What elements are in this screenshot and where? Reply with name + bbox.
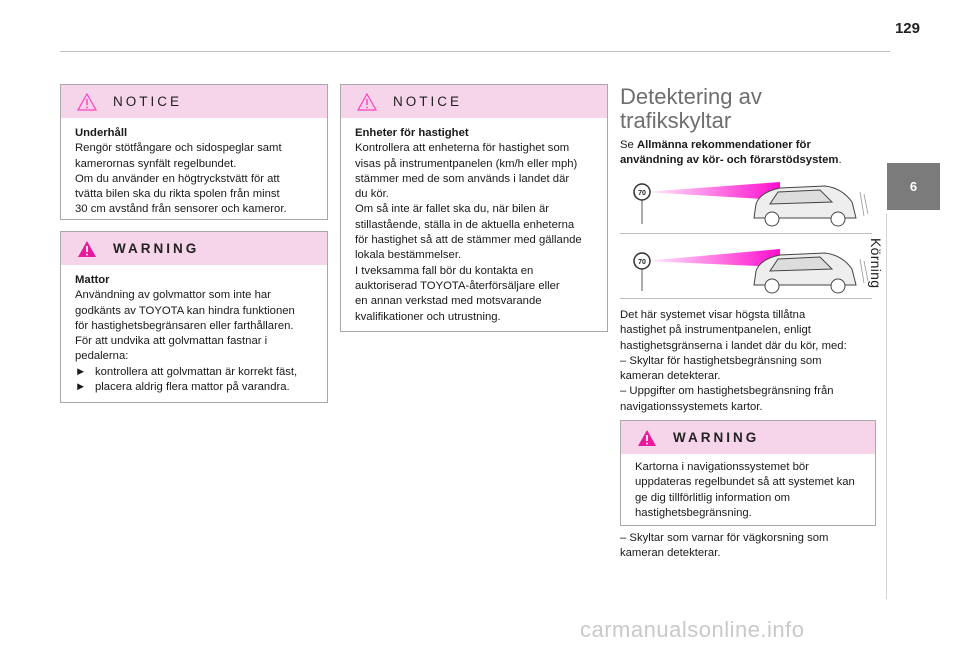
- arrow-bullet-icon: ►: [75, 381, 87, 394]
- warning-box-maps: [620, 420, 876, 526]
- intro-prefix: Se: [620, 139, 637, 151]
- warning-label: WARNING: [113, 241, 200, 256]
- watermark: carmanualsonline.info: [580, 617, 805, 642]
- speed-sign-value: 70: [638, 190, 646, 197]
- section-body: [620, 308, 882, 415]
- warning-line: uppdateras regelbundet så att systemet kan: [635, 476, 855, 489]
- warning-box-mats: [60, 231, 328, 403]
- section-title: [620, 85, 870, 133]
- chapter-tab[interactable]: 6: [887, 163, 940, 210]
- notice-line: kvalifikationer och utrustning.: [355, 310, 501, 323]
- body-line: Det här systemet visar högsta tillåtna: [620, 309, 806, 321]
- notice-label: NOTICE: [393, 94, 463, 109]
- section-intro: [620, 138, 880, 169]
- chapter-label-container: [868, 216, 950, 289]
- warning-line: ge dig tillförlitlig information om: [635, 491, 791, 504]
- section-footer: [620, 531, 882, 562]
- notice-line: Rengör stötfångare och sidospeglar samt: [75, 142, 282, 155]
- car-icon: [754, 186, 856, 226]
- notice-box-speed-units: [340, 84, 608, 332]
- body-line: hastighet på instrumentpanelen, enligt: [620, 324, 811, 337]
- notice-label: NOTICE: [113, 94, 183, 109]
- figure-divider: [620, 233, 872, 234]
- warning-bullet: [75, 365, 313, 380]
- notice-line: 30 cm avstånd från sensorer och kameror.: [75, 203, 287, 216]
- sign-detection-illustration-1: [620, 176, 872, 230]
- notice-line: Om så inte är fallet ska du, när bilen är: [355, 203, 550, 216]
- warning-line: pedalerna:: [75, 350, 129, 363]
- notice-header: [341, 85, 607, 118]
- footer-line: kameran detekterar.: [620, 547, 721, 560]
- notice-line: kamerornas synfält regelbundet.: [75, 157, 237, 170]
- section-title-line: Detektering av: [620, 84, 762, 109]
- warning-header: [621, 421, 875, 454]
- speed-sign-value: 70: [638, 259, 646, 266]
- bullet-text: placera aldrig flera mattor på varandra.: [95, 381, 290, 394]
- body-line: – Uppgifter om hastighetsbegränsning från: [620, 385, 834, 398]
- body-line: hastighetsgränserna i landet där du kör, med:: [620, 339, 847, 352]
- notice-title: Underhåll: [75, 127, 128, 139]
- warning-icon: [77, 240, 97, 258]
- intro-suffix: .: [838, 154, 842, 167]
- car-icon: [754, 253, 856, 293]
- page-number: 129: [894, 20, 920, 37]
- notice-title: Enheter för hastighet: [355, 127, 469, 139]
- chapter-label: Körning: [868, 238, 884, 289]
- notice-line: stillastående, ställa in de aktuella enheterna: [355, 218, 575, 231]
- intro-link-text: Allmänna rekommendationer för: [636, 139, 811, 151]
- body-line: kameran detekterar.: [620, 370, 721, 383]
- notice-header: [61, 85, 327, 118]
- caution-outline-icon: [77, 93, 97, 111]
- bullet-text: kontrollera att golvmattan är korrekt fäst,: [95, 365, 298, 378]
- notice-line: I tveksamma fall bör du kontakta en: [355, 264, 534, 277]
- warning-icon: [637, 429, 657, 447]
- notice-line: du kör.: [355, 188, 389, 201]
- warning-header: [61, 232, 327, 265]
- warning-line: För att undvika att golvmattan fastnar i: [75, 335, 268, 348]
- sign-detection-illustration-2: [620, 239, 872, 295]
- arrow-bullet-icon: ►: [75, 365, 87, 378]
- body-line: – Skyltar för hastighetsbegränsning som: [620, 354, 822, 367]
- body-line: navigationssystemets kartor.: [620, 400, 763, 413]
- warning-line: för hastighetsbegränsaren eller farthållaren.: [75, 319, 294, 332]
- warning-title: Mattor: [75, 274, 110, 286]
- warning-line: godkänts av TOYOTA kan hindra funktionen: [75, 304, 295, 317]
- notice-line: Om du använder en högtryckstvätt för att: [75, 172, 280, 185]
- warning-line: Kartorna i navigationssystemet bör: [635, 461, 809, 473]
- notice-line: lokala bestämmelser.: [355, 249, 462, 262]
- notice-line: för hastighet så att de stämmer med gällande: [355, 234, 582, 247]
- top-rule: [60, 51, 890, 52]
- notice-line: stämmer med de som används i landet där: [355, 172, 570, 185]
- notice-line: tvätta bilen ska du rikta spolen från minst: [75, 188, 280, 201]
- intro-link-text: användning av kör- och förarstödsystem: [620, 154, 839, 167]
- warning-bullet: [75, 380, 313, 395]
- caution-outline-icon: [357, 93, 377, 111]
- warning-line: Användning av golvmattor som inte har: [75, 289, 271, 302]
- warning-label: WARNING: [673, 430, 760, 445]
- notice-line: visas på instrumentpanelen (km/h eller mph): [355, 157, 578, 170]
- notice-box-maintenance: [60, 84, 328, 220]
- notice-line: Kontrollera att enheterna för hastighet som: [355, 142, 570, 155]
- figure-divider: [620, 298, 872, 299]
- footer-line: – Skyltar som varnar för vägkorsning som: [620, 532, 829, 544]
- warning-line: hastighetsbegränsning.: [635, 506, 752, 519]
- notice-line: auktoriserad TOYOTA-återförsäljare eller: [355, 279, 560, 292]
- notice-line: en annan verkstad med motsvarande: [355, 295, 542, 308]
- section-title-line: trafikskyltar: [620, 108, 732, 133]
